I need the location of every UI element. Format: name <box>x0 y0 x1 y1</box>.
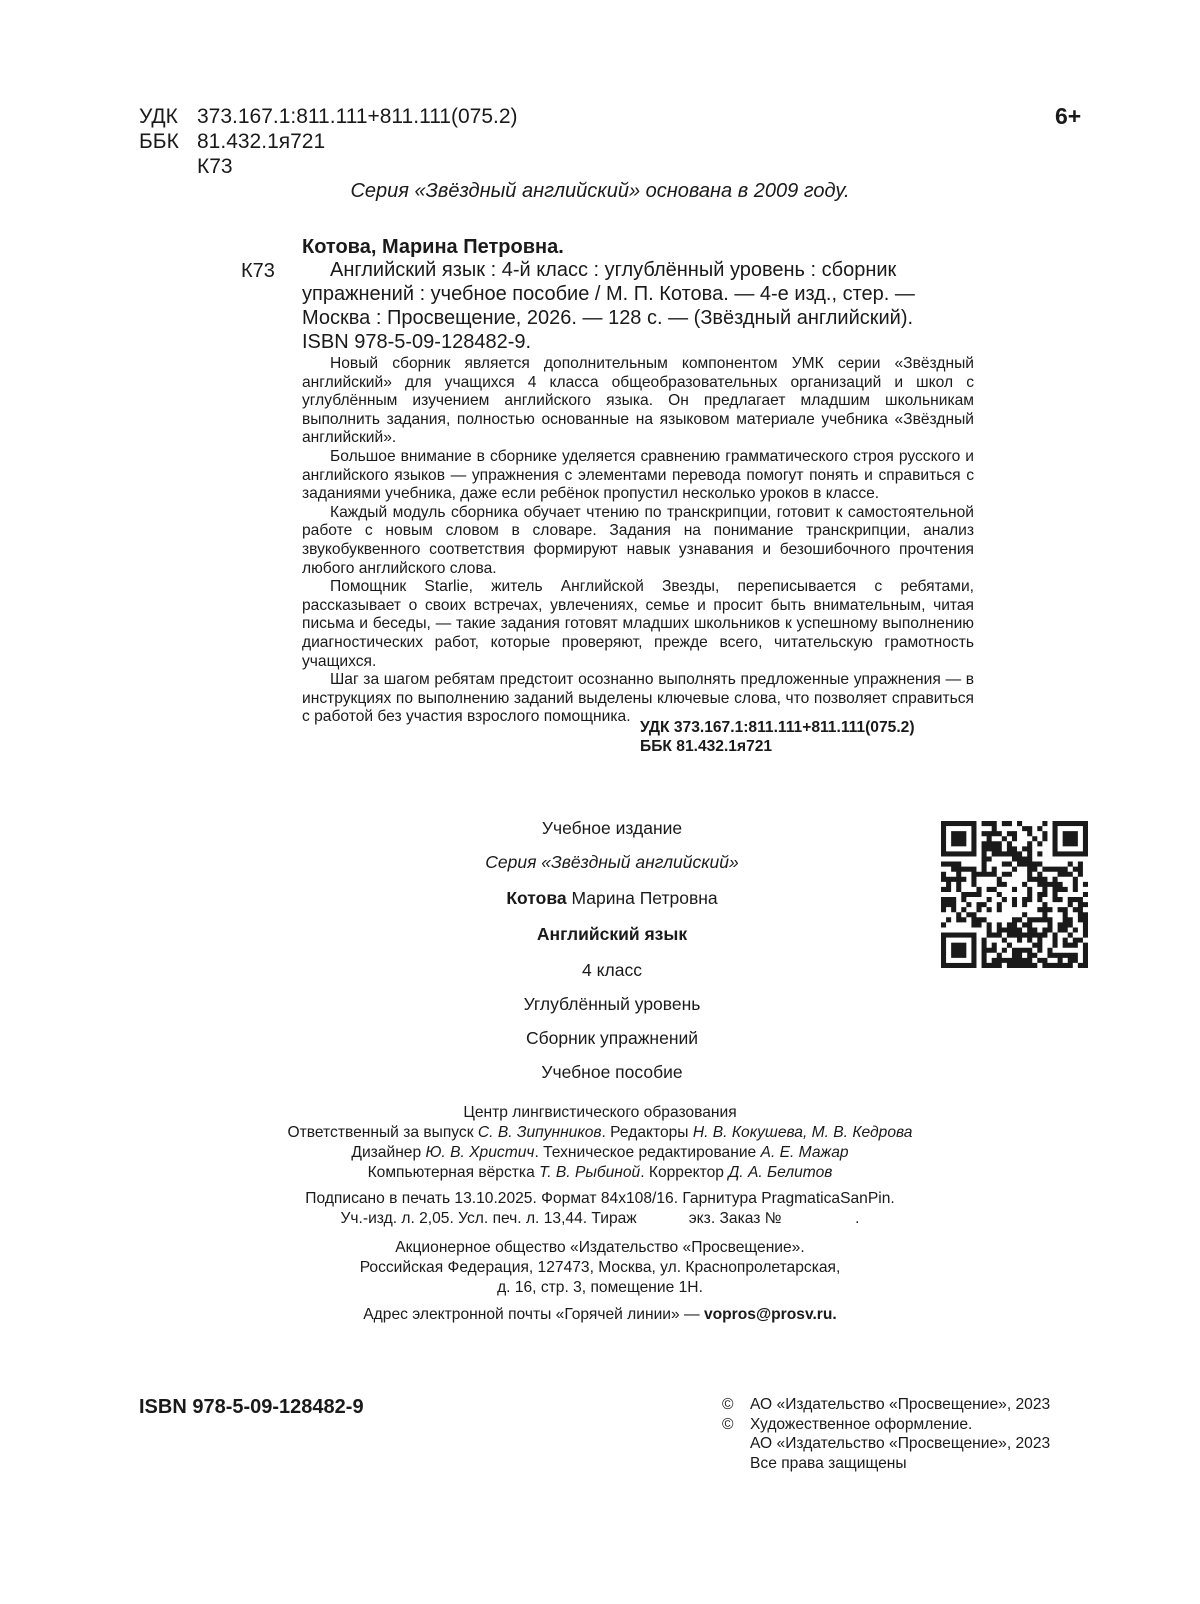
publisher <box>0 1238 1200 1298</box>
bib-line: Москва : Просвещение, 2026. — 128 с. — (Звёздный английский). <box>302 307 914 329</box>
hotline-email: vopros@prosv.ru. <box>703 1306 837 1323</box>
bib-author-sign: К73 <box>241 260 275 282</box>
publisher-line: д. 16, стр. 3, помещение 1Н. <box>497 1279 703 1296</box>
copyright-line: Все права защищены <box>750 1454 907 1472</box>
print-line: Уч.-изд. л. 2,05. Усл. печ. л. 13,44. Тираж экз. Заказ № . <box>340 1210 860 1227</box>
hotline: Адрес электронной почты «Горячей линии» — vopros@prosv.ru. <box>363 1306 837 1323</box>
bib-line: Английский язык : 4-й класс : углублённый уровень : сборник <box>330 259 897 281</box>
edition-author: Котова Марина Петровна <box>506 888 718 908</box>
bib-line: ISBN 978-5-09-128482-9. <box>302 331 532 353</box>
publisher-line: Акционерное общество «Издательство «Просвещение». <box>395 1239 805 1256</box>
udk-bottom: УДК 373.167.1:811.111+811.111(075.2) <box>640 719 915 736</box>
copyright-line: © АО «Издательство «Просвещение», 2023 <box>722 1396 1051 1413</box>
isbn-bottom: ISBN 978-5-09-128482-9 <box>139 1396 364 1418</box>
edition-level: Углублённый уровень <box>523 994 701 1014</box>
credits-line: Компьютерная вёрстка Т. В. Рыбиной. Корректор Д. А. Белитов <box>367 1164 833 1181</box>
edition-series: Серия «Звёздный английский» <box>485 852 739 872</box>
edition-title: Английский язык <box>536 924 688 944</box>
bib-description <box>302 258 974 354</box>
bib-author: Котова, Марина Петровна. <box>302 236 564 258</box>
copyright-line: АО «Издательство «Просвещение», 2023 <box>750 1435 1051 1452</box>
print-info <box>0 1189 1200 1229</box>
publisher-line: Российская Федерация, 127473, Москва, ул. Краснопролетарская, <box>359 1259 841 1276</box>
abstract-paragraph: Шаг за шагом ребятам предстоит осознанно выполнять предложенные упражнения — в инструкциях по выполнению заданий выделены ключевые слова, что позволяет справиться с работой без участия взрослого помощника. <box>302 671 974 726</box>
abstract-paragraph: Каждый модуль сборника обучает чтению по транскрипции, готовит к самостоятельной работе с новым словом в словаре. Задания на понимание транскрипции, анализ звукобуквенного соответствия формируют навык узнавания и безошибочного прочтения любого английского слова. <box>302 503 974 577</box>
bbk-bottom: ББК 81.432.1я721 <box>640 738 773 755</box>
copyright-line: © Художественное оформление. <box>722 1415 973 1433</box>
classification-top <box>139 104 518 179</box>
qr-code-icon <box>941 821 1088 968</box>
abstract-paragraph: Помощник Starlie, житель Английской Звезды, переписывается с ребятами, рассказывает о своих встречах, увлечениях, семье и просит быть внимательным, читая письма и беседы, — такие задания готовят младших школьников к успешному выполнению диагностических работ, которые проверяют, прежде всего, читательскую грамотность учащихся. <box>302 578 974 670</box>
edition-block <box>312 818 912 1096</box>
edition-grade: 4 класс <box>582 960 642 980</box>
udk-row: УДК 373.167.1:811.111+811.111(075.2) <box>139 105 518 128</box>
age-rating: 6+ <box>1055 103 1082 129</box>
abstract-paragraph: Новый сборник является дополнительным компонентом УМК серии «Звёздный английский» для учащихся 4 класса общеобразовательных организаций и школ с углублённым изучением английского языка. Он предлагает младшим школьникам выполнить задания, полностью основанные на языковом материале учебника «Звёздный английский». <box>302 355 974 447</box>
abstract <box>302 355 974 727</box>
author-sign-row: К73 <box>197 155 233 178</box>
credits-center: Центр лингвистического образования <box>463 1104 737 1121</box>
edition-kind: Сборник упражнений <box>525 1028 699 1048</box>
credits-line: Ответственный за выпуск С. В. Зипунников. Редакторы Н. В. Кокушева, М. В. Кедрова <box>287 1124 913 1141</box>
bbk-row: ББК 81.432.1я721 <box>139 130 326 153</box>
abstract-paragraph: Большое внимание в сборнике уделяется сравнению грамматического строя русского и английского языков — упражнения с элементами перевода помогут понять и справиться с заданиями учебника, даже если ребёнок пропустил несколько уроков в классе. <box>302 447 974 503</box>
edition-type: Учебное издание <box>541 818 683 838</box>
copyright-block <box>722 1395 1050 1473</box>
bib-line: упражнений : учебное пособие / М. П. Котова. — 4-е изд., стер. — <box>302 283 915 305</box>
classification-bottom <box>640 718 915 756</box>
print-line: Подписано в печать 13.10.2025. Формат 84х108/16. Гарнитура PragmaticaSanPin. <box>305 1190 895 1207</box>
credits-line: Дизайнер Ю. В. Христич. Техническое редактирование А. Е. Мажар <box>351 1144 849 1161</box>
credits <box>0 1103 1200 1183</box>
edition-purpose: Учебное пособие <box>541 1062 683 1082</box>
series-founded-note: Серия «Звёздный английский» основана в 2009 году. <box>350 180 850 202</box>
